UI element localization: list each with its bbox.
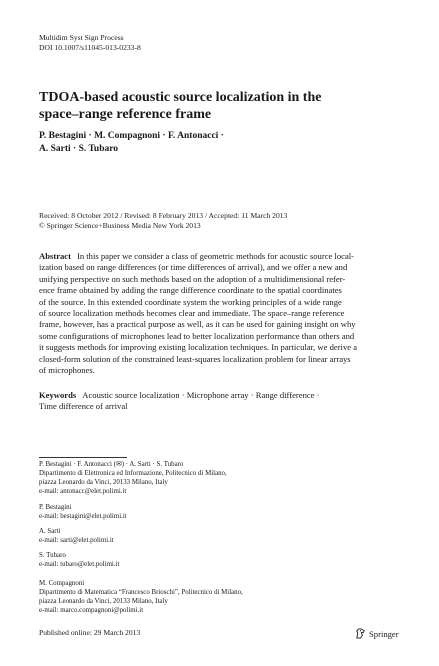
affiliation-email: e-mail: tubaro@elet.polimi.it [39,560,120,568]
affiliation-author: A. Sarti [39,528,61,535]
abstract-line: unifying perspective on such methods based on the adoption of a multidimensional refer- [39,273,346,284]
affiliation-block [39,461,399,497]
abstract-line: some configurations of microphones lead to better localization performance than others and [39,330,355,341]
footnote-divider [39,457,127,458]
affiliation-department: Dipartimento di Elettronica ed Informazione, Politecnico di Milano, [39,469,227,477]
received-dates: Received: 8 October 2012 / Revised: 8 February 2013 / Accepted: 11 March 2013 [39,211,288,220]
affiliation-author: M. Compagnoni [39,580,85,587]
authors-line-2: A. Sarti · S. Tubaro [39,143,119,154]
keywords-label: Keywords [39,390,77,400]
affiliation-author: P. Bestagini [39,504,72,511]
affiliation-email: e-mail: bestagini@elet.polimi.it [39,512,127,520]
paper-title [39,89,379,123]
abstract-line: ence frame obtained by adding the range difference coordinate to the spatial coordinates [39,285,342,296]
keywords-section [39,390,400,413]
copyright-notice: © Springer Science+Business Media New York 2013 [39,221,201,230]
affiliation-address: piazza Leonardo da Vinci, 20133 Milano, Italy [39,478,168,486]
title-line-1: TDOA-based acoustic source localization in the [39,90,322,105]
title-line-2: space–range reference frame [39,107,212,122]
journal-doi: DOI 10.1007/s11045-013-0233-8 [39,43,141,52]
authors-line-1: P. Bestagini · M. Compagnoni · F. Antonacci · [39,131,224,141]
abstract-line: of source localization methods becomes clear and immediate. The space–range reference [39,308,345,319]
abstract-line: ization based on range differences (or time differences of arrival), and we offer a new and [39,262,348,273]
affiliation-block [39,528,399,546]
affiliation-block [39,504,399,522]
affiliation-department: Dipartimento di Matematica “Francesco Brioschi”, Politecnico di Milano, [39,588,243,596]
journal-name: Multidim Syst Sign Process [39,33,124,42]
affiliation-email: e-mail: antonacc@elet.polimi.it [39,487,127,495]
abstract-label: Abstract [39,251,71,261]
published-online: Published online: 29 March 2013 [39,628,141,637]
abstract-line: closed-form solution of the constrained least-squares localization problem for linear arrays [39,353,351,364]
abstract-line: of microphones. [39,365,95,376]
affiliation-block [39,580,399,616]
keywords-line-1: Keywords Acoustic source localization · Microphone array · Range difference · [39,390,320,400]
abstract-line: Abstract In this paper we consider a class of geometric methods for acoustic source local- [39,251,355,261]
keywords-line-2: Time difference of arrival [39,401,128,412]
springer-logo [355,628,399,639]
abstract-section [39,251,400,376]
affiliation-address: piazza Leonardo da Vinci, 20133 Milano, Italy [39,597,168,605]
affiliation-author: S. Tubaro [39,552,66,559]
journal-header [39,33,141,53]
affiliation-email: e-mail: sarti@elet.polimi.it [39,536,114,544]
abstract-line: frame, however, has a practical purpose as well, as it can be used for gaining insight on why [39,319,356,330]
affiliation-email: e-mail: marco.compagnoni@polimi.it [39,606,144,614]
author-list [39,130,399,155]
abstract-line: it suggests methods for improving existing localization techniques. In particular, we derive a [39,342,358,353]
affiliation-authors: P. Bestagini · F. Antonacci (✉) · A. Sarti · S. Tubaro [39,461,184,468]
springer-horse-icon [355,628,366,639]
abstract-line: of the source. In this extended coordinate system the working principles of a wide range [39,296,342,307]
springer-wordmark: Springer [369,628,399,639]
publication-history [39,211,409,231]
affiliation-block [39,552,399,570]
